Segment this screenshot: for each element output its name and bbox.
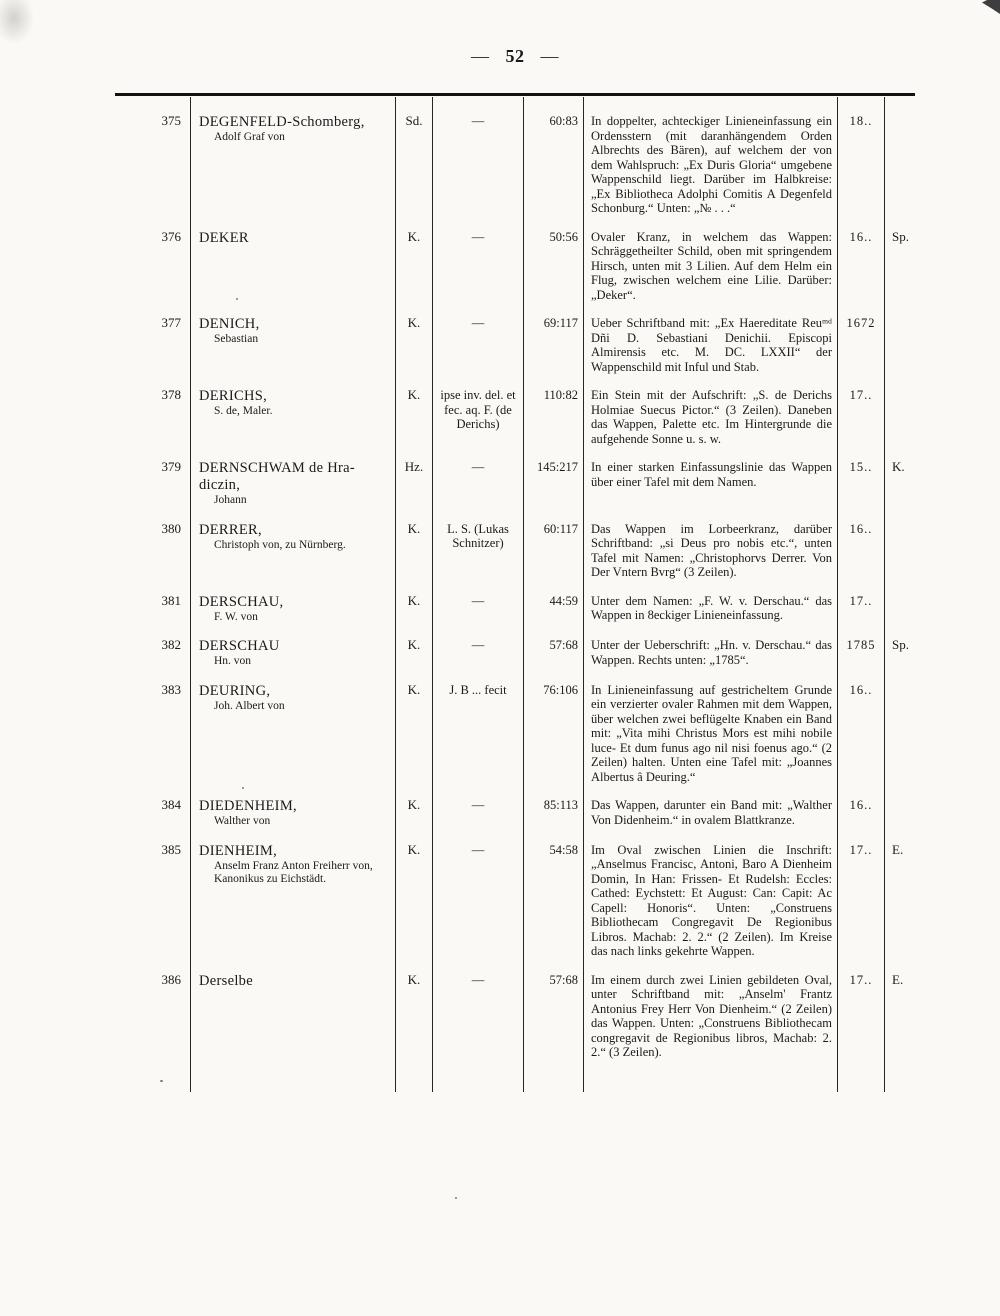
entry-artist: L. S. (Lukas Schnitzer)	[432, 522, 523, 594]
table-row	[140, 522, 920, 594]
entry-name: DEGENFELD-Schomberg,	[199, 114, 365, 130]
entry-date: 17..	[837, 973, 884, 1074]
entry-description: Unter der Ueberschrift: „Hn. v. Derschau.“ das Wappen. Rechts unten: „1785“.	[583, 638, 837, 683]
entry-type: K.	[395, 316, 432, 388]
table-row	[140, 594, 920, 639]
entry-type: K.	[395, 843, 432, 973]
spacer-cell	[583, 1074, 837, 1092]
entry-date: 17..	[837, 843, 884, 973]
entry-type: K.	[395, 594, 432, 639]
entry-size: 44:59	[523, 594, 583, 639]
entry-subname: S. de, Maler.	[214, 405, 273, 417]
entry-artist: —	[432, 594, 523, 639]
entry-subname: Walther von	[214, 815, 271, 827]
entry-number: 380	[161, 520, 181, 536]
entry-date: 15..	[837, 460, 884, 522]
entry-subname: Christoph von, zu Nürnberg.	[214, 538, 346, 551]
entry-extra	[884, 316, 920, 388]
catalog-table	[140, 97, 920, 1092]
entry-name-cell	[190, 388, 395, 460]
entry-date: 18..	[837, 97, 884, 230]
entry-type: K.	[395, 522, 432, 594]
entry-number: 386	[161, 971, 181, 987]
entry-artist: ipse inv. del. et fec. aq. F. (de Derichs)	[432, 388, 523, 460]
entry-number: 375	[161, 113, 181, 128]
spacer-cell	[190, 1074, 395, 1092]
catalog-table-rows	[140, 97, 920, 1074]
entry-description: In einer starken Einfassungslinie das Wappen über einer Tafel mit dem Namen.	[583, 460, 837, 522]
entry-description: Ein Stein mit der Aufschrift: „S. de Derichs Holmiae Suecus Pictor.“ (3 Zeilen). Daneben das Wappen, Palette etc. Im Hintergrunde die aufgehende Sonne u. s. w.	[583, 388, 837, 460]
scan-speck	[455, 1197, 457, 1199]
entry-name: DERICHS,	[199, 388, 268, 404]
entry-name: Derselbe	[199, 972, 253, 989]
entry-name-cell	[190, 230, 395, 317]
entry-name-cell	[190, 594, 395, 639]
entry-size: 60:117	[523, 522, 583, 594]
entry-name-cell	[190, 460, 395, 522]
entry-date: 16..	[837, 798, 884, 843]
entry-date: 1672	[837, 316, 884, 388]
entry-name: DERSCHAU,	[199, 593, 284, 610]
entry-name-cell	[190, 973, 395, 1074]
entry-subname: Joh. Albert von	[214, 699, 285, 712]
spacer-cell	[523, 1074, 583, 1092]
entry-name-cell	[190, 843, 395, 973]
entry-description: In Linieneinfassung auf gestricheltem Grunde ein verzierter ovaler Rahmen mit dem Wappen, über welchen zwei beflügelte Knaben ein Band mit: „Vita mihi Christus Mors est mihi nobile luce- Et dum funus ago nil nisi foenus ago.“ (2 Zeilen) halten. Unten eine Tafel mit: „Joannes Albertus â Deuring.“	[583, 683, 837, 799]
header-rule	[115, 93, 915, 96]
entry-type: Hz.	[395, 460, 432, 522]
entry-description: Im Oval zwischen Linien die Inschrift: „Anselmus Francisc, Antoni, Baro A Dienheim Domin, In Han: Frissen- Et Rudelsh: Eccles: Cathed: Eychstett: Et August: Can: Capit: Ac Capell: Honoris“. Unten: „Construens Bibliothecam Congregavit De Regionibus Libros. Machab: 2. 2.“ (2 Zeilen). Im Kreise das nach links gekehrte Wappen.	[583, 843, 837, 973]
entry-artist: —	[432, 460, 523, 522]
entry-artist: —	[432, 230, 523, 317]
entry-description: Ovaler Kranz, in welchem das Wappen: Schräggetheilter Schild, oben mit springendem Hirsch, unten mit 3 Lilien. Auf dem Helm ein Flug, zwischen welchem eine Lilie. Darüber: „Deker“.	[583, 230, 837, 317]
entry-description: Unter dem Namen: „F. W. v. Derschau.“ das Wappen in 8eckiger Linieneinfassung.	[583, 594, 837, 639]
entry-name: DENICH,	[199, 316, 260, 332]
entry-extra	[884, 522, 920, 594]
entry-subname: F. W. von	[214, 610, 258, 623]
entry-number: 379	[161, 459, 181, 474]
entry-extra: E.	[884, 843, 920, 973]
entry-number: 385	[161, 841, 181, 857]
entry-number: 383	[161, 681, 181, 697]
table-row	[140, 798, 920, 843]
entry-description: Das Wappen im Lorbeerkranz, darüber Schriftband: „si Deus pro nobis etc.“, unten Tafel mit Namen: „Christophorvs Derrer. Von Der Vntern Bvrg“ (3 Zeilen).	[583, 522, 837, 594]
entry-extra	[884, 97, 920, 230]
table-row	[140, 388, 920, 460]
entry-type: K.	[395, 230, 432, 317]
entry-size: 69:117	[523, 316, 583, 388]
entry-subname: Anselm Franz Anton Freiherr von, Kanonikus zu Eichstädt.	[214, 859, 373, 885]
entry-size: 85:113	[523, 798, 583, 843]
table-row	[140, 97, 920, 230]
entry-extra: Sp.	[884, 230, 920, 317]
entry-description: In doppelter, achteckiger Linieneinfassung ein Ordensstern (mit daranhängendem Orden Albrechts des Bären), auf welchem der von dem Wahlspruch: „Ex Duris Gloria“ umgebene Wappenschild liegt. Darüber im Halbkreise: „Ex Bibliotheca Adolphi Comitis A Degenfeld Schonburg.“ Unten: „№ . . .“	[583, 97, 837, 230]
header-dash-right: —	[540, 46, 559, 66]
entry-size: 60:83	[523, 97, 583, 230]
entry-number: 381	[161, 592, 181, 608]
entry-name: DIEDENHEIM,	[199, 798, 297, 814]
entry-size: 110:82	[523, 388, 583, 460]
entry-description: Ueber Schriftband mit: „Ex Haereditate Reuᵐᵈ Dñi D. Sebastiani Denichii. Episcopi Almirensis etc. M. DC. LXXII“ der Wappenschild mit Inful und Stab.	[583, 316, 837, 388]
entry-date: 16..	[837, 522, 884, 594]
entry-artist: J. B ... fecit	[432, 683, 523, 799]
entry-artist: —	[432, 798, 523, 843]
entry-date: 16..	[837, 230, 884, 317]
scan-artifact-smudge	[0, 0, 34, 44]
table-row	[140, 316, 920, 388]
entry-name: DERSCHAU	[199, 638, 280, 654]
entry-date: 17..	[837, 388, 884, 460]
entry-date: 16..	[837, 683, 884, 799]
header-dash-left: —	[471, 46, 490, 66]
entry-name-cell	[190, 638, 395, 683]
page-number: 52	[505, 46, 525, 66]
entry-name-cell	[190, 683, 395, 799]
entry-type: Sd.	[395, 97, 432, 230]
entry-number: 377	[161, 315, 181, 330]
table-row	[140, 683, 920, 799]
entry-size: 57:68	[523, 638, 583, 683]
entry-artist: —	[432, 973, 523, 1074]
entry-type: K.	[395, 638, 432, 683]
entry-size: 50:56	[523, 230, 583, 317]
spacer-cell	[837, 1074, 884, 1092]
entry-extra	[884, 594, 920, 639]
entry-type: K.	[395, 388, 432, 460]
entry-extra	[884, 798, 920, 843]
entry-name-cell	[190, 798, 395, 843]
spacer-cell	[884, 1074, 920, 1092]
entry-type: K.	[395, 798, 432, 843]
entry-number: 384	[161, 797, 181, 812]
spacer-cell	[432, 1074, 523, 1092]
entry-subname: Hn. von	[214, 655, 252, 667]
spacer-cell	[140, 1074, 190, 1092]
entry-name-cell	[190, 522, 395, 594]
entry-name: DEKER	[199, 229, 249, 246]
table-row	[140, 973, 920, 1074]
entry-name: DERRER,	[199, 521, 262, 538]
entry-name-cell	[190, 316, 395, 388]
table-row	[140, 638, 920, 683]
entry-name: DIENHEIM,	[199, 842, 278, 859]
entry-subname: Sebastian	[214, 333, 259, 345]
table-row	[140, 460, 920, 522]
entry-description: Im einem durch zwei Linien gebildeten Oval, unter Schriftband mit: „Anselm' Frantz Antonius Frey Herr Von Dienheim.“ (2 Zeilen) das Wappen. Unten: „Construens Bibliothecam congregavit de Regionibus libros, Machab: 2. 2.“ (3 Zeilen).	[583, 973, 837, 1074]
entry-size: 145:217	[523, 460, 583, 522]
entry-subname: Johann	[214, 494, 247, 506]
entry-type: K.	[395, 683, 432, 799]
entry-extra: K.	[884, 460, 920, 522]
entry-date: 17..	[837, 594, 884, 639]
entry-extra	[884, 683, 920, 799]
entry-artist: —	[432, 843, 523, 973]
entry-artist: —	[432, 316, 523, 388]
entry-artist: —	[432, 97, 523, 230]
entry-date: 1785	[837, 638, 884, 683]
entry-extra: E.	[884, 973, 920, 1074]
entry-number: 382	[161, 637, 181, 652]
table-row	[140, 230, 920, 317]
entry-subname: Adolf Graf von	[214, 131, 285, 143]
entry-size: 57:68	[523, 973, 583, 1074]
entry-description: Das Wappen, darunter ein Band mit: „Walther Von Didenheim.“ in ovalem Blattkranze.	[583, 798, 837, 843]
entry-artist: —	[432, 638, 523, 683]
table-row	[140, 843, 920, 973]
entry-extra: Sp.	[884, 638, 920, 683]
table-bottom-spacer	[140, 1074, 920, 1092]
spacer-cell	[395, 1074, 432, 1092]
entry-name: DEURING,	[199, 682, 271, 699]
entry-name: DERNSCHWAM de Hra-diczin,	[199, 460, 356, 493]
entry-number: 376	[161, 228, 181, 244]
entry-size: 76:106	[523, 683, 583, 799]
entry-number: 378	[161, 387, 181, 402]
entry-size: 54:58	[523, 843, 583, 973]
scan-artifact-corner	[982, 0, 1000, 14]
entry-extra	[884, 388, 920, 460]
page-header	[115, 46, 915, 67]
entry-type: K.	[395, 973, 432, 1074]
entry-name-cell	[190, 97, 395, 230]
